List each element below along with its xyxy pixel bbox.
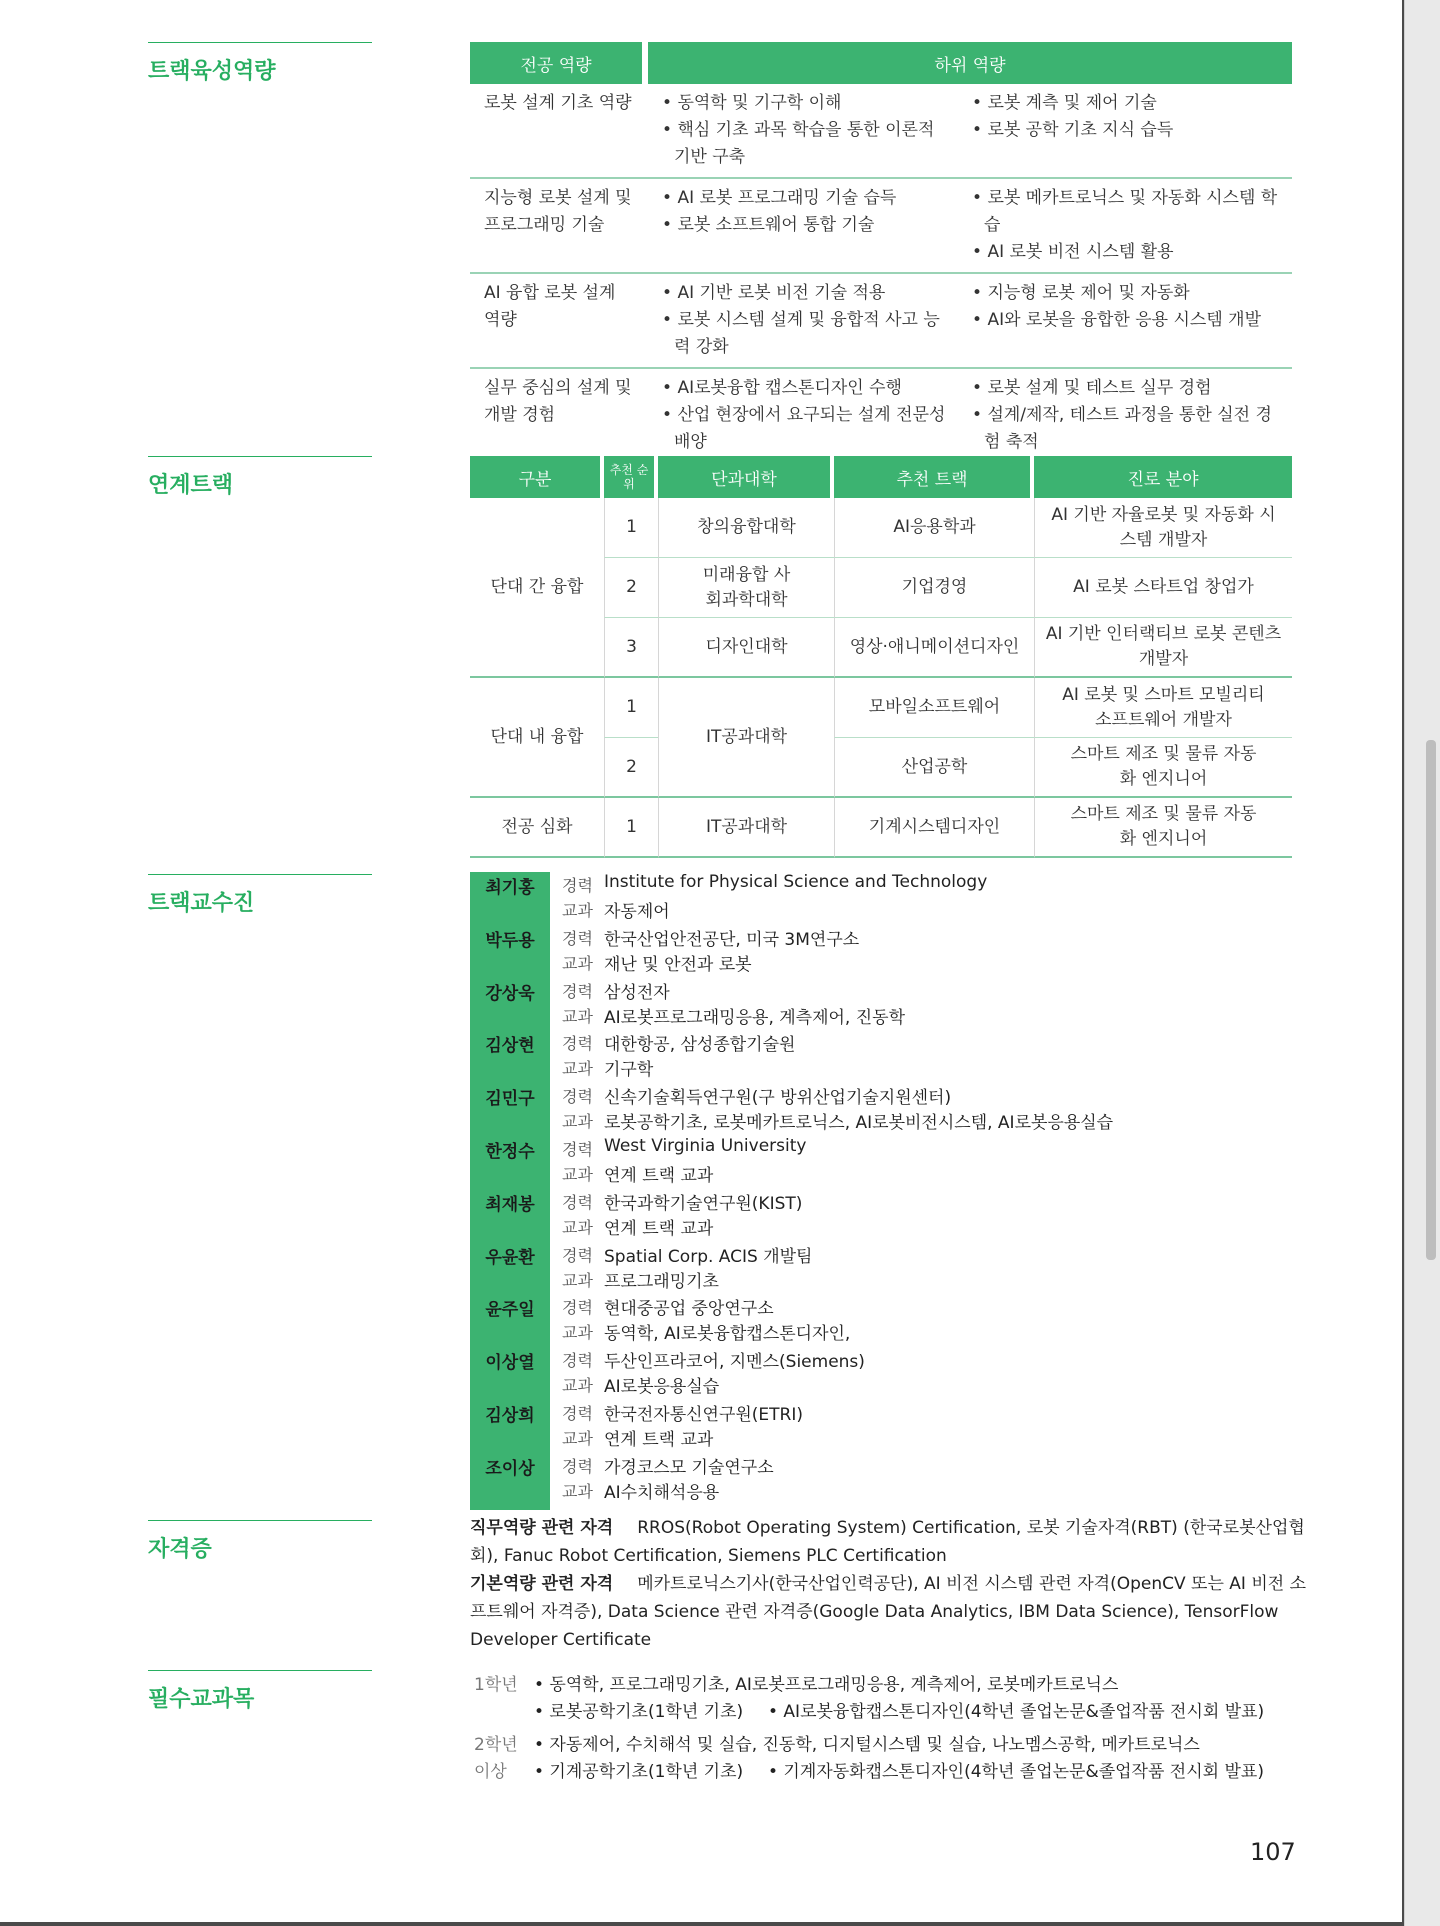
header-career: 진로 분야 (1034, 456, 1292, 498)
course-label: 교과 (562, 1165, 593, 1184)
group-label: 단대 간 융합 (470, 498, 604, 678)
faculty-row (470, 1083, 1292, 1135)
faculty-name: 최기홍 (485, 878, 535, 898)
rank-cell: 3 (604, 618, 658, 678)
major-competency: AI 융합 로봇 설계 역량 (470, 274, 648, 369)
career-label: 경력 (562, 928, 593, 948)
list-item: • AI 기반 로봇 비전 기술 적용 (662, 283, 886, 303)
faculty-row (470, 1136, 1292, 1188)
rank-cell: 1 (604, 798, 658, 858)
course-line: • 로봇공학기초(1학년 기초) (534, 1702, 744, 1722)
faculty-course: 재난 및 안전과 로봇 (604, 954, 752, 975)
list-item: • 로봇 메카트로닉스 및 자동화 시스템 학습 (972, 188, 1278, 235)
faculty-course: 기구학 (604, 1060, 654, 1081)
year-label: 2학년 (474, 1735, 518, 1755)
faculty-course: 동역학, AI로봇융합캡스톤디자인, (604, 1324, 851, 1345)
career-label: 경력 (562, 1404, 593, 1423)
faculty-name: 박두용 (485, 930, 535, 951)
faculty-course: AI로봇응용실습 (604, 1377, 720, 1398)
list-item: • 지능형 로봇 제어 및 자동화 (972, 283, 1190, 303)
course-line: • 자동제어, 수치해석 및 실습, 진동학, 디지털시스템 및 실습, 나노멤스공학, 메카트로닉스 (534, 1735, 1200, 1755)
career-label: 경력 (562, 876, 593, 895)
faculty-row (470, 978, 1292, 1030)
table-row (470, 84, 1292, 179)
career-cell: 스마트 제조 및 물류 자동화 엔지니어 (1034, 738, 1292, 798)
faculty-name: 김상희 (485, 1406, 535, 1426)
rank-cell: 2 (604, 558, 658, 618)
faculty-course: 연계 트랙 교과 (604, 1166, 714, 1186)
list-item: • AI 로봇 비전 시스템 활용 (972, 242, 1174, 262)
group-label: 전공 심화 (470, 798, 604, 858)
section-title-certificates: 자격증 (148, 1520, 372, 1563)
course-label: 교과 (562, 1429, 593, 1448)
faculty-course: 로봇공학기초, 로봇메카트로닉스, AI로봇비전시스템, AI로봇응용실습 (604, 1113, 1114, 1134)
course-line: • 기계공학기초(1학년 기초) (534, 1762, 744, 1782)
header-category: 구분 (470, 456, 604, 498)
college-cell: 디자인대학 (658, 618, 834, 678)
basic-cert-label: 기본역량 관련 자격 (470, 1574, 614, 1594)
table-row (470, 369, 1292, 464)
faculty-course: 자동제어 (604, 902, 670, 922)
faculty-name: 윤주일 (485, 1300, 535, 1321)
faculty-career: 삼성전자 (604, 982, 670, 1003)
faculty-career: 현대중공업 중앙연구소 (604, 1299, 774, 1320)
course-label: 교과 (562, 901, 593, 920)
page-number: 107 (1250, 1838, 1296, 1866)
list-item: • 설계/제작, 테스트 과정을 통한 실전 경험 축적 (972, 405, 1272, 452)
college-cell: IT공과대학 (658, 678, 834, 798)
basic-cert-text: 메카트로닉스기사(한국산업인력공단), AI 비전 시스템 관련 자격(OpenCV 또는 AI 비전 소프트웨어 자격증), Data Science 관련 자격증(Google Data Analytics, IBM Data Science), TensorFlow Developer Certificate (470, 1574, 1307, 1650)
career-cell: AI 기반 자율로봇 및 자동화 시스템 개발자 (1034, 498, 1292, 558)
job-cert-text: RROS(Robot Operating System) Certification, 로봇 기술자격(RBT) (한국로봇산업협회), Fanuc Robot Certification, Siemens PLC Certification (470, 1518, 1305, 1566)
career-cell: AI 로봇 및 스마트 모빌리티 소프트웨어 개발자 (1034, 678, 1292, 738)
faculty-course: AI로봇프로그래밍응용, 계측제어, 진동학 (604, 1007, 906, 1028)
faculty-name: 조이상 (485, 1458, 535, 1479)
faculty-row (470, 1347, 1292, 1399)
header-rank: 추천 순위 (604, 456, 658, 498)
section-title-track-competency: 트랙육성역량 (148, 42, 372, 85)
list-item: • 로봇 소프트웨어 통합 기술 (662, 215, 875, 235)
career-label: 경력 (562, 981, 593, 1001)
faculty-row (470, 1453, 1292, 1505)
track-cell: 기업경영 (834, 558, 1034, 618)
faculty-career: 두산인프라코어, 지멘스(Siemens) (604, 1352, 865, 1373)
list-item: • 로봇 공학 기초 지식 습득 (972, 120, 1174, 140)
rank-cell: 1 (604, 498, 658, 558)
career-cell: AI 로봇 스타트업 창업가 (1034, 558, 1292, 618)
section-title-linked-track: 연계트랙 (148, 456, 372, 499)
career-label: 경력 (562, 1298, 593, 1318)
track-cell: 기계시스템디자인 (834, 798, 1034, 858)
course-label: 교과 (562, 1059, 593, 1079)
faculty-career: 한국전자통신연구원(ETRI) (604, 1405, 804, 1425)
career-label: 경력 (562, 1140, 593, 1159)
header-sub-competency: 하위 역량 (648, 42, 1292, 84)
faculty-name: 우윤환 (485, 1247, 535, 1268)
career-label: 경력 (562, 1245, 593, 1265)
course-label: 교과 (562, 1217, 593, 1237)
list-item: • 로봇 설계 및 테스트 실무 경험 (972, 378, 1212, 398)
faculty-row (470, 1400, 1292, 1452)
faculty-row (470, 872, 1292, 924)
faculty-career: Institute for Physical Science and Technology (604, 872, 988, 892)
list-item: • AI와 로봇을 융합한 응용 시스템 개발 (972, 310, 1262, 330)
basic-certificates (470, 1570, 1310, 1654)
job-cert-label: 직무역량 관련 자격 (470, 1518, 614, 1538)
faculty-name: 강상욱 (485, 983, 535, 1004)
list-item: • 핵심 기초 과목 학습을 통한 이론적 기반 구축 (662, 120, 935, 167)
college-cell: 창의융합대학 (658, 498, 834, 558)
faculty-name: 한정수 (485, 1142, 535, 1162)
faculty-course: 연계 트랙 교과 (604, 1430, 714, 1450)
table-row (470, 678, 1292, 738)
career-label: 경력 (562, 1456, 593, 1476)
course-label: 교과 (562, 1376, 593, 1396)
list-item: • AI로봇융합 캡스톤디자인 수행 (662, 378, 902, 398)
header-college: 단과대학 (658, 456, 834, 498)
college-cell: 미래융합 사회과학대학 (658, 558, 834, 618)
track-cell: 산업공학 (834, 738, 1034, 798)
major-competency: 실무 중심의 설계 및 개발 경험 (470, 369, 648, 464)
certificates-block (470, 1514, 1310, 1654)
career-cell: 스마트 제조 및 물류 자동화 엔지니어 (1034, 798, 1292, 858)
table-row (470, 274, 1292, 369)
linked-track-table (470, 456, 1292, 858)
rank-cell: 2 (604, 738, 658, 798)
faculty-row (470, 1294, 1292, 1346)
course-label: 교과 (562, 1270, 593, 1290)
job-certificates (470, 1514, 1310, 1570)
faculty-row (470, 1189, 1292, 1241)
rank-cell: 1 (604, 678, 658, 738)
college-cell: IT공과대학 (658, 798, 834, 858)
group-label: 단대 내 융합 (470, 678, 604, 798)
track-cell: 영상·애니메이션디자인 (834, 618, 1034, 678)
faculty-name: 김민구 (485, 1089, 535, 1110)
list-item: • 로봇 계측 및 제어 기술 (972, 93, 1157, 113)
faculty-course: AI수치해석응용 (604, 1482, 720, 1503)
header-track: 추천 트랙 (834, 456, 1034, 498)
section-title-faculty: 트랙교수진 (148, 874, 372, 917)
faculty-course: 연계 트랙 교과 (604, 1218, 714, 1239)
career-label: 경력 (562, 1192, 593, 1212)
table-row (470, 498, 1292, 558)
career-label: 경력 (562, 1034, 593, 1054)
course-line: • AI로봇융합캡스톤디자인(4학년 졸업논문&졸업작품 전시회 발표) (768, 1702, 1265, 1722)
faculty-career: 신속기술획득연구원(구 방위산업기술지원센터) (604, 1088, 952, 1109)
major-competency: 지능형 로봇 설계 및 프로그래밍 기술 (470, 179, 648, 274)
faculty-career: 한국과학기술연구원(KIST) (604, 1193, 803, 1214)
faculty-row (470, 925, 1292, 977)
faculty-career: 가경코스모 기술연구소 (604, 1457, 774, 1478)
section-title-required-courses: 필수교과목 (148, 1670, 372, 1713)
faculty-row (470, 1242, 1292, 1294)
faculty-career: West Virginia University (604, 1136, 807, 1156)
major-competency: 로봇 설계 기초 역량 (470, 84, 648, 179)
course-label: 교과 (562, 953, 593, 973)
faculty-career: 대한항공, 삼성종합기술원 (604, 1035, 796, 1056)
track-cell: AI응용학과 (834, 498, 1034, 558)
course-line: • 기계자동화캡스톤디자인(4학년 졸업논문&졸업작품 전시회 발표) (768, 1762, 1264, 1782)
list-item: • AI 로봇 프로그래밍 기술 습득 (662, 188, 897, 208)
faculty-course: 프로그래밍기초 (604, 1271, 719, 1292)
course-label: 교과 (562, 1006, 593, 1026)
career-label: 경력 (562, 1087, 593, 1107)
faculty-career: 한국산업안전공단, 미국 3M연구소 (604, 929, 860, 950)
faculty-row (470, 1030, 1292, 1082)
year-label: 1학년 (474, 1675, 518, 1695)
faculty-name: 김상현 (485, 1036, 535, 1057)
year-label: 이상 (474, 1762, 507, 1782)
course-line: • 동역학, 프로그래밍기초, AI로봇프로그래밍응용, 계측제어, 로봇메카트로닉스 (534, 1675, 1119, 1695)
table-row (470, 798, 1292, 858)
faculty-name: 최재봉 (485, 1194, 535, 1215)
scrollbar-thumb[interactable] (1426, 740, 1436, 1260)
header-major-competency: 전공 역량 (470, 42, 648, 84)
list-item: • 로봇 시스템 설계 및 융합적 사고 능력 강화 (662, 310, 940, 357)
career-cell: AI 기반 인터랙티브 로봇 콘텐츠 개발자 (1034, 618, 1292, 678)
track-cell: 모바일소프트웨어 (834, 678, 1034, 738)
competency-table (470, 42, 1292, 464)
course-label: 교과 (562, 1481, 593, 1501)
course-label: 교과 (562, 1112, 593, 1132)
faculty-name: 이상열 (485, 1353, 535, 1374)
career-label: 경력 (562, 1351, 593, 1371)
faculty-career: Spatial Corp. ACIS 개발팀 (604, 1246, 813, 1267)
list-item: • 산업 현장에서 요구되는 설계 전문성 배양 (662, 405, 946, 452)
table-row (470, 179, 1292, 274)
course-label: 교과 (562, 1323, 593, 1343)
list-item: • 동역학 및 기구학 이해 (662, 93, 842, 113)
